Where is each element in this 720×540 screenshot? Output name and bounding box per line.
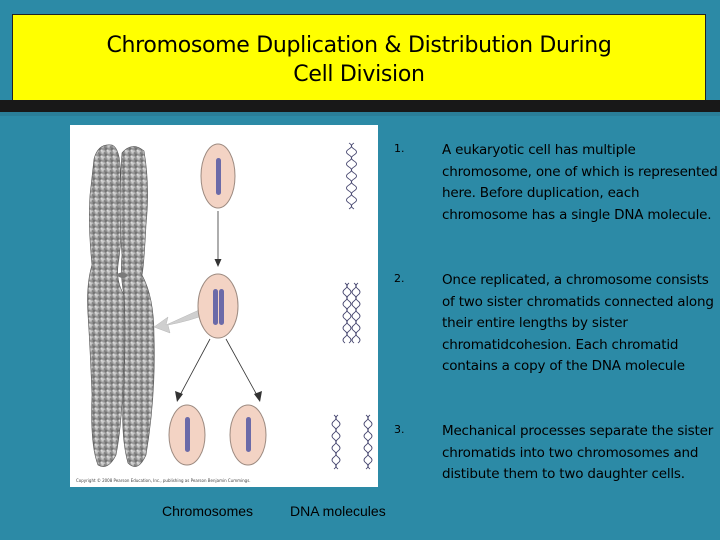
chromosome-micrograph (88, 145, 155, 467)
accent-strip (0, 112, 720, 116)
step-number: 2. (394, 272, 405, 285)
cell-step-1 (201, 144, 235, 208)
caption-chromosomes: Chromosomes (162, 503, 254, 519)
arrow-right-daughter (226, 339, 258, 397)
copyright-notice: Copyright © 2008 Pearson Education, Inc., publishing as Pearson Benjamin Cummings. (76, 478, 251, 483)
step-text: Once replicated, a chromosome consists of two sister chromatids connected along their entire lengths by sister chromatidcohesion. Each chromatid contains a copy of the DNA molecule (442, 272, 714, 374)
dna-helix-step-2 (343, 283, 360, 343)
cell-step-2 (198, 274, 238, 338)
figure-panel (70, 125, 378, 487)
daughter-cell-right (230, 405, 266, 465)
step-text: A eukaryotic cell has multiple chromosome, one of which is represented here. Before duplication, each chromosome has a single DNA molecule. (442, 142, 718, 223)
arrowhead-icon (175, 391, 183, 402)
title-banner (12, 14, 706, 102)
caption-dna-molecules: DNA molecules (290, 503, 386, 519)
title-shadow-bar (0, 100, 720, 112)
duplication-diagram (70, 125, 378, 487)
step-number: 3. (394, 423, 405, 436)
daughter-cell-left (169, 405, 205, 465)
arrowhead-icon (215, 259, 222, 267)
step-text: Mechanical processes separate the sister chromatids into two chromosomes and distibute them to two daughter cells. (442, 423, 714, 482)
arrow-left-daughter (179, 339, 210, 397)
step-number: 1. (394, 142, 405, 155)
dna-helix-step-1 (347, 143, 357, 209)
dna-helix-step-3-right (364, 415, 372, 469)
dna-helix-step-3-left (332, 415, 340, 469)
slide-title: Chromosome Duplication & Distribution During Cell Division (106, 33, 612, 88)
